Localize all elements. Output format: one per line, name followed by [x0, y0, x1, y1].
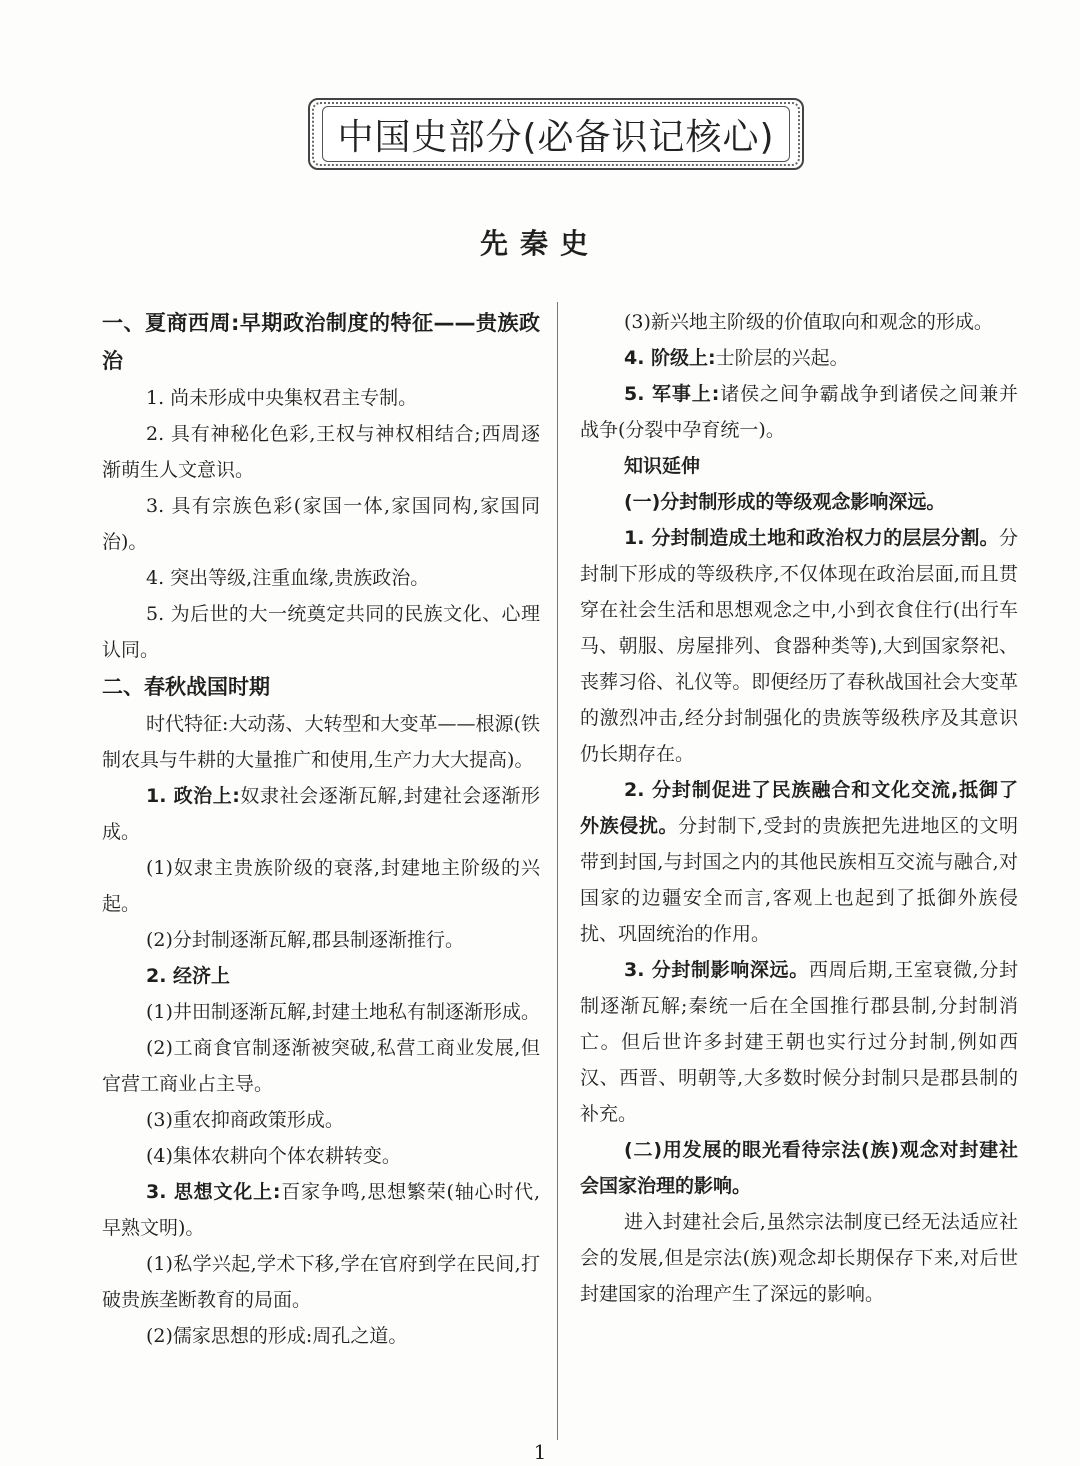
item-label: 3. 分封制影响深远。: [624, 959, 809, 981]
item-label: 2. 经济上: [146, 965, 231, 987]
paragraph: 4. 突出等级,注重血缘,贵族政治。: [146, 567, 430, 589]
item-text: 奴隶社会逐渐瓦解,封建社会逐渐形成。: [102, 785, 540, 843]
item-text: 百家争鸣,思想繁荣(轴心时代,早熟文明)。: [102, 1181, 540, 1239]
paragraph: (3)新兴地主阶级的价值取向和观念的形成。: [624, 311, 993, 333]
section-title: 先秦史: [479, 227, 600, 260]
item-label: 5. 军事上:: [624, 383, 720, 405]
paragraph: (4)集体农耕向个体农耕转变。: [146, 1145, 401, 1167]
paragraph: 时代特征:大动荡、大转型和大变革——根源(铁制农具与牛耕的大量推广和使用,生产力大大提高)。: [102, 713, 540, 771]
heading-spring-autumn: 二、春秋战国时期: [102, 675, 270, 699]
item-text: 士阶层的兴起。: [715, 347, 849, 369]
paragraph: (1)奴隶主贵族阶级的衰落,封建地主阶级的兴起。: [102, 857, 540, 915]
heading-xia-shang-zhou: 一、夏商西周:早期政治制度的特征——贵族政治: [102, 311, 540, 373]
paragraph: [102, 1174, 540, 1246]
paragraph: [580, 520, 1018, 772]
title-banner: [308, 98, 804, 170]
paragraph: (1)私学兴起,学术下移,学在官府到学在民间,打破贵族垄断教育的局面。: [102, 1253, 540, 1311]
paragraph: 5. 为后世的大一统奠定共同的民族文化、心理认同。: [102, 603, 540, 661]
paragraph: (3)重农抑商政策形成。: [146, 1109, 344, 1131]
item-text: 分封制下,受封的贵族把先进地区的文明带到封国,与封国之内的其他民族相互交流与融合,对国家的边疆安全而言,客观上也起到了抵御外族侵扰、巩固统治的作用。: [580, 815, 1018, 945]
left-column: [102, 304, 540, 1354]
banner-title: 中国史部分(必备识记核心): [337, 116, 775, 158]
extension-heading-1: (一)分封制形成的等级观念影响深远。: [624, 491, 946, 513]
item-label: 2. 分封制促进了民族融合和文化交流,抵御了外族侵扰。: [580, 779, 1018, 837]
banner-inner: [322, 106, 790, 162]
paragraph: (2)儒家思想的形成:周孔之道。: [146, 1325, 408, 1347]
paragraph: [102, 778, 540, 850]
item-text: 分封制下形成的等级秩序,不仅体现在政治层面,而且贯穿在社会生活和思想观念之中,小到衣食住行(出行车马、朝服、房屋排列、食器种类等),大到国家祭祀、丧葬习俗、礼仪等。即便经历了春秋战国社会大变革的激烈冲击,经分封制强化的贵族等级秩序及其意识仍长期存在。: [580, 527, 1018, 765]
item-text: 诸侯之间争霸战争到诸侯之间兼并战争(分裂中孕育统一)。: [580, 383, 1018, 441]
paragraph: 3. 具有宗族色彩(家国一体,家国同构,家国同治)。: [102, 495, 540, 553]
paragraph: [580, 952, 1018, 1132]
item-label: 1. 政治上:: [146, 785, 240, 807]
page-number: 1: [533, 1440, 547, 1464]
paragraph: [580, 772, 1018, 952]
column-divider: [557, 302, 558, 1440]
item-label: 4. 阶级上:: [624, 347, 716, 369]
item-text: 西周后期,王室衰微,分封制逐渐瓦解;秦统一后在全国推行郡县制,分封制消亡。但后世许多封建王朝也实行过分封制,例如西汉、西晋、明朝等,大多数时候分封制只是郡县制的补充。: [580, 959, 1018, 1125]
paragraph: (1)井田制逐渐瓦解,封建土地私有制逐渐形成。: [146, 1001, 540, 1023]
paragraph: 进入封建社会后,虽然宗法制度已经无法适应社会的发展,但是宗法(族)观念却长期保存下来,对后世封建国家的治理产生了深远的影响。: [580, 1211, 1018, 1305]
paragraph: 1. 尚未形成中央集权君主专制。: [146, 387, 418, 409]
extension-heading-2: (二)用发展的眼光看待宗法(族)观念对封建社会国家治理的影响。: [580, 1139, 1018, 1197]
item-label: 1. 分封制造成土地和政治权力的层层分割。: [624, 527, 999, 549]
extension-label: 知识延伸: [624, 455, 701, 477]
paragraph: (2)工商食官制逐渐被突破,私营工商业发展,但官营工商业占主导。: [102, 1037, 540, 1095]
right-column: [580, 304, 1018, 1312]
item-label: 3. 思想文化上:: [146, 1181, 281, 1203]
paragraph: [580, 340, 1018, 376]
paragraph: 2. 具有神秘化色彩,王权与神权相结合;西周逐渐萌生人文意识。: [102, 423, 540, 481]
paragraph: [580, 376, 1018, 448]
paragraph: (2)分封制逐渐瓦解,郡县制逐渐推行。: [146, 929, 464, 951]
